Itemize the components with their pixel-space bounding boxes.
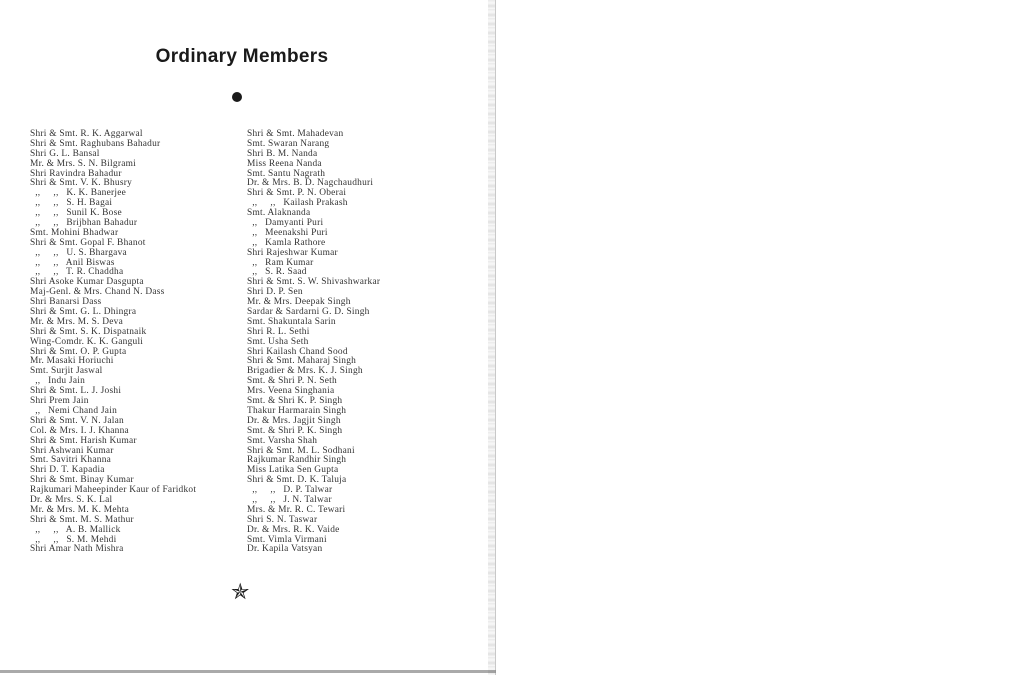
- right-page-blank: [497, 0, 1024, 675]
- member-entry: Mr. & Mrs. S. N. Bilgrami: [30, 158, 136, 169]
- member-entry: Shri & Smt. Gopal F. Bhanot: [30, 237, 146, 248]
- member-entry: ,, Kamla Rathore: [247, 237, 326, 248]
- member-entry: Shri & Smt. P. N. Oberai: [247, 188, 347, 199]
- member-entry: Shri & Smt. L. J. Joshi: [30, 386, 122, 397]
- member-entry: Mr. & Mrs. Deepak Singh: [247, 297, 351, 308]
- member-entry: Mrs. & Mr. R. C. Tewari: [247, 504, 346, 515]
- member-entry: ,, Nemi Chand Jain: [30, 405, 118, 416]
- member-entry: ,, ,, Sunil K. Bose: [30, 208, 122, 219]
- member-entry: Dr. & Mrs. Jagjit Singh: [247, 415, 341, 426]
- member-entry: Shri & Smt. R. K. Aggarwal: [30, 129, 143, 139]
- bullet-ornament-icon: [232, 92, 242, 102]
- member-entry: ,, ,, Anil Biswas: [30, 257, 115, 268]
- member-entry: Shri S. N. Taswar: [247, 514, 318, 525]
- member-entry: Shri Banarsi Dass: [30, 297, 102, 308]
- member-entry: ,, S. R. Saad: [247, 267, 307, 278]
- member-entry: ,, ,, S. H. Bagai: [30, 198, 113, 209]
- member-entry: Shri & Smt. V. K. Bhusry: [30, 178, 133, 189]
- member-entry: Smt. Shakuntala Sarin: [247, 316, 336, 327]
- member-entry: Shri R. L. Sethi: [247, 326, 310, 337]
- member-entry: Shri & Smt. O. P. Gupta: [30, 346, 127, 357]
- member-entry: Mrs. Veena Singhania: [247, 386, 335, 397]
- member-entry: Smt. Savitri Khanna: [30, 455, 112, 466]
- member-entry: Rajkumari Maheepinder Kaur of Faridkot: [30, 485, 197, 496]
- member-entry: Shri Asoke Kumar Dasgupta: [30, 277, 144, 288]
- member-entry: Shri Ravindra Bahadur: [30, 168, 122, 179]
- member-entry: ,, ,, T. R. Chaddha: [30, 267, 124, 278]
- member-entry: Smt. & Shri P. N. Seth: [247, 376, 337, 387]
- member-entry: Shri & Smt. S. K. Dispatnaik: [30, 326, 147, 337]
- gutter-edge-line: [495, 0, 496, 675]
- member-entry: Wing-Comdr. K. K. Ganguli: [30, 336, 144, 347]
- left-page: [0, 0, 490, 672]
- member-entry: ,, Indu Jain: [30, 376, 86, 387]
- member-entry: ,, ,, U. S. Bhargava: [30, 247, 127, 258]
- page-bottom-edge: [0, 670, 496, 673]
- member-entry: Miss Latika Sen Gupta: [247, 465, 339, 476]
- member-entry: ,, ,, J. N. Talwar: [247, 494, 332, 505]
- member-entry: Shri Amar Nath Mishra: [30, 544, 124, 555]
- member-entry: Smt. Varsha Shah: [247, 435, 318, 446]
- member-entry: Smt. Alaknanda: [247, 208, 311, 219]
- member-entry: Shri G. L. Bansal: [30, 148, 100, 159]
- member-entry: Shri & Smt. Raghubans Bahadur: [30, 138, 161, 149]
- member-entry: Smt. Usha Seth: [247, 336, 309, 347]
- member-entry: Dr. Kapila Vatsyan: [247, 544, 323, 555]
- members-column-right: [247, 130, 477, 555]
- member-entry: ,, ,, K. K. Banerjee: [30, 188, 127, 199]
- member-entry: Shri B. M. Nanda: [247, 148, 318, 159]
- member-entry: Smt. Surjit Jaswal: [30, 366, 103, 377]
- member-entry: Dr. & Mrs. R. K. Vaide: [247, 524, 340, 535]
- member-entry: Smt. & Shri K. P. Singh: [247, 396, 343, 407]
- member-entry: ,, ,, S. M. Mehdi: [30, 534, 117, 545]
- member-entry: Shri & Smt. D. K. Taluja: [247, 475, 347, 486]
- member-entry: ,, Meenakshi Puri: [247, 227, 328, 238]
- member-entry: Mr. Masaki Horiuchi: [30, 356, 114, 367]
- member-entry: Shri Kailash Chand Sood: [247, 346, 348, 357]
- member-entry: Shri & Smt. Maharaj Singh: [247, 356, 357, 367]
- member-entry: Mr. & Mrs. M. K. Mehta: [30, 504, 129, 515]
- member-entry: Shri & Smt. S. W. Shivashwarkar: [247, 277, 381, 288]
- member-entry: Smt. Vimla Virmani: [247, 534, 327, 545]
- star-ornament-icon: ✯: [231, 580, 250, 605]
- member-entry: Shri Rajeshwar Kumar: [247, 247, 338, 258]
- member-entry: Shri Prem Jain: [30, 396, 89, 407]
- member-entry: Smt. Mohini Bhadwar: [30, 227, 119, 238]
- member-entry: Dr. & Mrs. S. K. Lal: [30, 494, 113, 505]
- member-entry: Smt. Santu Nagrath: [247, 168, 326, 179]
- member-entry: ,, ,, A. B. Mallick: [30, 524, 121, 535]
- member-entry: Sardar & Sardarni G. D. Singh: [247, 307, 370, 318]
- member-entry: Shri & Smt. Harish Kumar: [30, 435, 137, 446]
- members-column-left: [30, 130, 245, 555]
- member-entry: ,, Damyanti Puri: [247, 218, 324, 229]
- member-entry: Rajkumar Randhir Singh: [247, 455, 347, 466]
- member-entry: Col. & Mrs. I. J. Khanna: [30, 425, 129, 436]
- member-entry: Shri & Smt. M. L. Sodhani: [247, 445, 355, 456]
- member-entry: Miss Reena Nanda: [247, 158, 322, 169]
- member-entry: ,, ,, Brijbhan Bahadur: [30, 218, 138, 229]
- member-entry: Brigadier & Mrs. K. J. Singh: [247, 366, 363, 377]
- member-entry: Shri & Smt. Binay Kumar: [30, 475, 134, 486]
- member-entry: Shri D. T. Kapadia: [30, 465, 105, 476]
- member-entry: ,, ,, D. P. Talwar: [247, 485, 333, 496]
- member-entry: Maj-Genl. & Mrs. Chand N. Dass: [30, 287, 165, 298]
- member-entry: Dr. & Mrs. B. D. Nagchaudhuri: [247, 178, 374, 189]
- member-entry: Smt. Swaran Narang: [247, 138, 330, 149]
- member-entry: Shri & Smt. V. N. Jalan: [30, 415, 124, 426]
- page-title: Ordinary Members: [155, 46, 329, 67]
- member-entry: ,, ,, Kailash Prakash: [247, 198, 348, 209]
- member-entry: Mr. & Mrs. M. S. Deva: [30, 316, 124, 327]
- member-entry: Shri & Smt. Mahadevan: [247, 129, 344, 139]
- member-entry: Thakur Harmarain Singh: [247, 405, 347, 416]
- member-entry: Shri D. P. Sen: [247, 287, 303, 298]
- member-entry: Shri & Smt. M. S. Mathur: [30, 514, 134, 525]
- member-entry: Smt. & Shri P. K. Singh: [247, 425, 343, 436]
- member-entry: Shri Ashwani Kumar: [30, 445, 114, 456]
- member-entry: ,, Ram Kumar: [247, 257, 314, 268]
- member-entry: Shri & Smt. G. L. Dhingra: [30, 307, 137, 318]
